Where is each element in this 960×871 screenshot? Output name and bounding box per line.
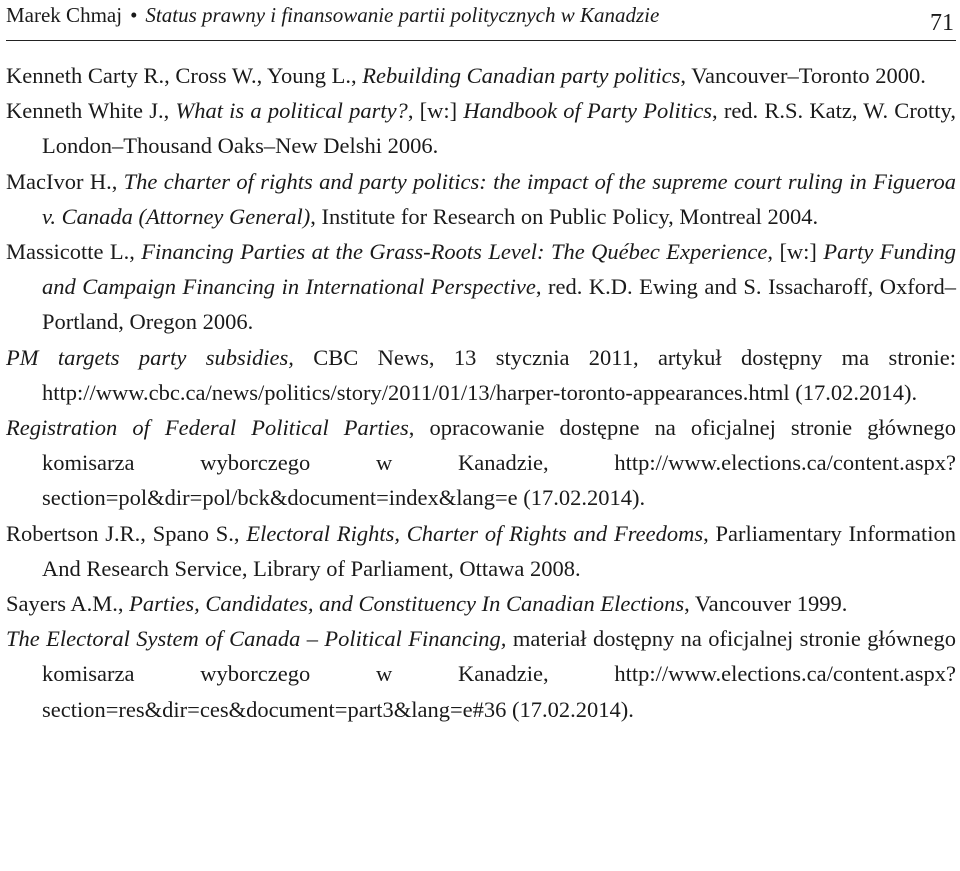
entry-publication: , red. R.S. Katz, W. Crotty, London–Thousand Oaks–New Delshi 2006. <box>42 98 956 159</box>
entry-authors: Massicotte L., <box>6 239 142 265</box>
entry-book-title: Handbook of Party Politics <box>463 98 712 124</box>
entry-authors: Sayers A.M., <box>6 591 130 617</box>
entry-publication: , Parliamentary Information And Research Service, Library of Parliament, Ottawa 2008. <box>42 520 956 581</box>
entry-publication: CBC News, 13 stycznia 2011, artykuł dostępny ma stronie: http://www.cbc.ca/news/politics/story/2011/01/13/harper-toronto-appearances.html (17.02.2014). <box>42 344 956 405</box>
entry-book-title: Party Funding and Campaign Financing in International Perspective <box>42 239 956 300</box>
entry-authors: MacIvor H., <box>6 168 124 194</box>
page-number: 71 <box>930 10 954 36</box>
entry-title: Registration of Federal Political Parties <box>6 415 409 441</box>
running-header <box>6 0 956 41</box>
entry-title: What is a political party? <box>175 98 408 124</box>
entry-publication: , red. K.D. Ewing and S. Issacharoff, Oxford–Portland, Oregon 2006. <box>42 274 956 335</box>
running-header-author: Marek Chmaj <box>6 3 123 27</box>
entry-publication: , Institute for Research on Public Policy, Montreal 2004. <box>310 203 819 229</box>
entry-publication: , opracowanie dostępne na oficjalnej stronie głównego komisarza wyborczego w Kanadzie, http://www.elections.ca/content.aspx?section=pol&dir=pol/bck&document=index&lang=e (17.02.2014). <box>42 415 956 511</box>
bibliography-entry-macivor <box>6 164 956 234</box>
entry-publication: materiał dostępny na oficjalnej stronie głównego komisarza wyborczego w Kanadzie, http://www.elections.ca/content.aspx?section=res&dir=ces&document=part3&lang=e#36 (17.02.2014). <box>42 626 956 722</box>
entry-authors: Kenneth White J., <box>6 98 176 124</box>
entry-title: The Electoral System of Canada – Political Financing, <box>6 626 507 652</box>
entry-publication: , Vancouver 1999. <box>684 591 848 617</box>
bibliography-entry-electoral-system <box>6 621 956 727</box>
bibliography-entry-cbc <box>6 340 956 410</box>
entry-authors: Robertson J.R., Spano S., <box>6 520 247 546</box>
bibliography-entry-sayers <box>6 586 956 621</box>
entry-title: The charter of rights and party politics: the impact of the supreme court ruling in Figueroa v. Canada (Attorney General) <box>42 168 956 229</box>
bibliography-entry-carty <box>6 58 956 93</box>
entry-authors: Kenneth Carty R., Cross W., Young L., <box>6 63 363 88</box>
bibliography-entry-registration <box>6 410 956 516</box>
bibliography-entry-robertson <box>6 516 956 586</box>
entry-title: Financing Parties at the Grass-Roots Level: The Québec Experience <box>141 239 768 265</box>
bibliography-list <box>6 58 956 727</box>
running-header-bullet: • <box>130 3 138 27</box>
entry-publication: , Vancouver–Toronto 2000. <box>680 63 926 88</box>
bibliography-entry-white <box>6 93 956 163</box>
entry-title: Parties, Candidates, and Constituency In Canadian Elections <box>129 591 685 617</box>
entry-title: Rebuilding Canadian party politics <box>362 63 681 88</box>
bibliography-entry-massicotte <box>6 234 956 340</box>
entry-connector: , [w:] <box>407 98 464 124</box>
entry-title: Electoral Rights, Charter of Rights and Freedoms <box>246 520 704 546</box>
running-header-title: Status prawny i finansowanie partii politycznych w Kanadzie <box>145 3 660 27</box>
entry-connector: , [w:] <box>767 239 824 265</box>
entry-title: PM targets party subsidies, <box>6 344 294 370</box>
